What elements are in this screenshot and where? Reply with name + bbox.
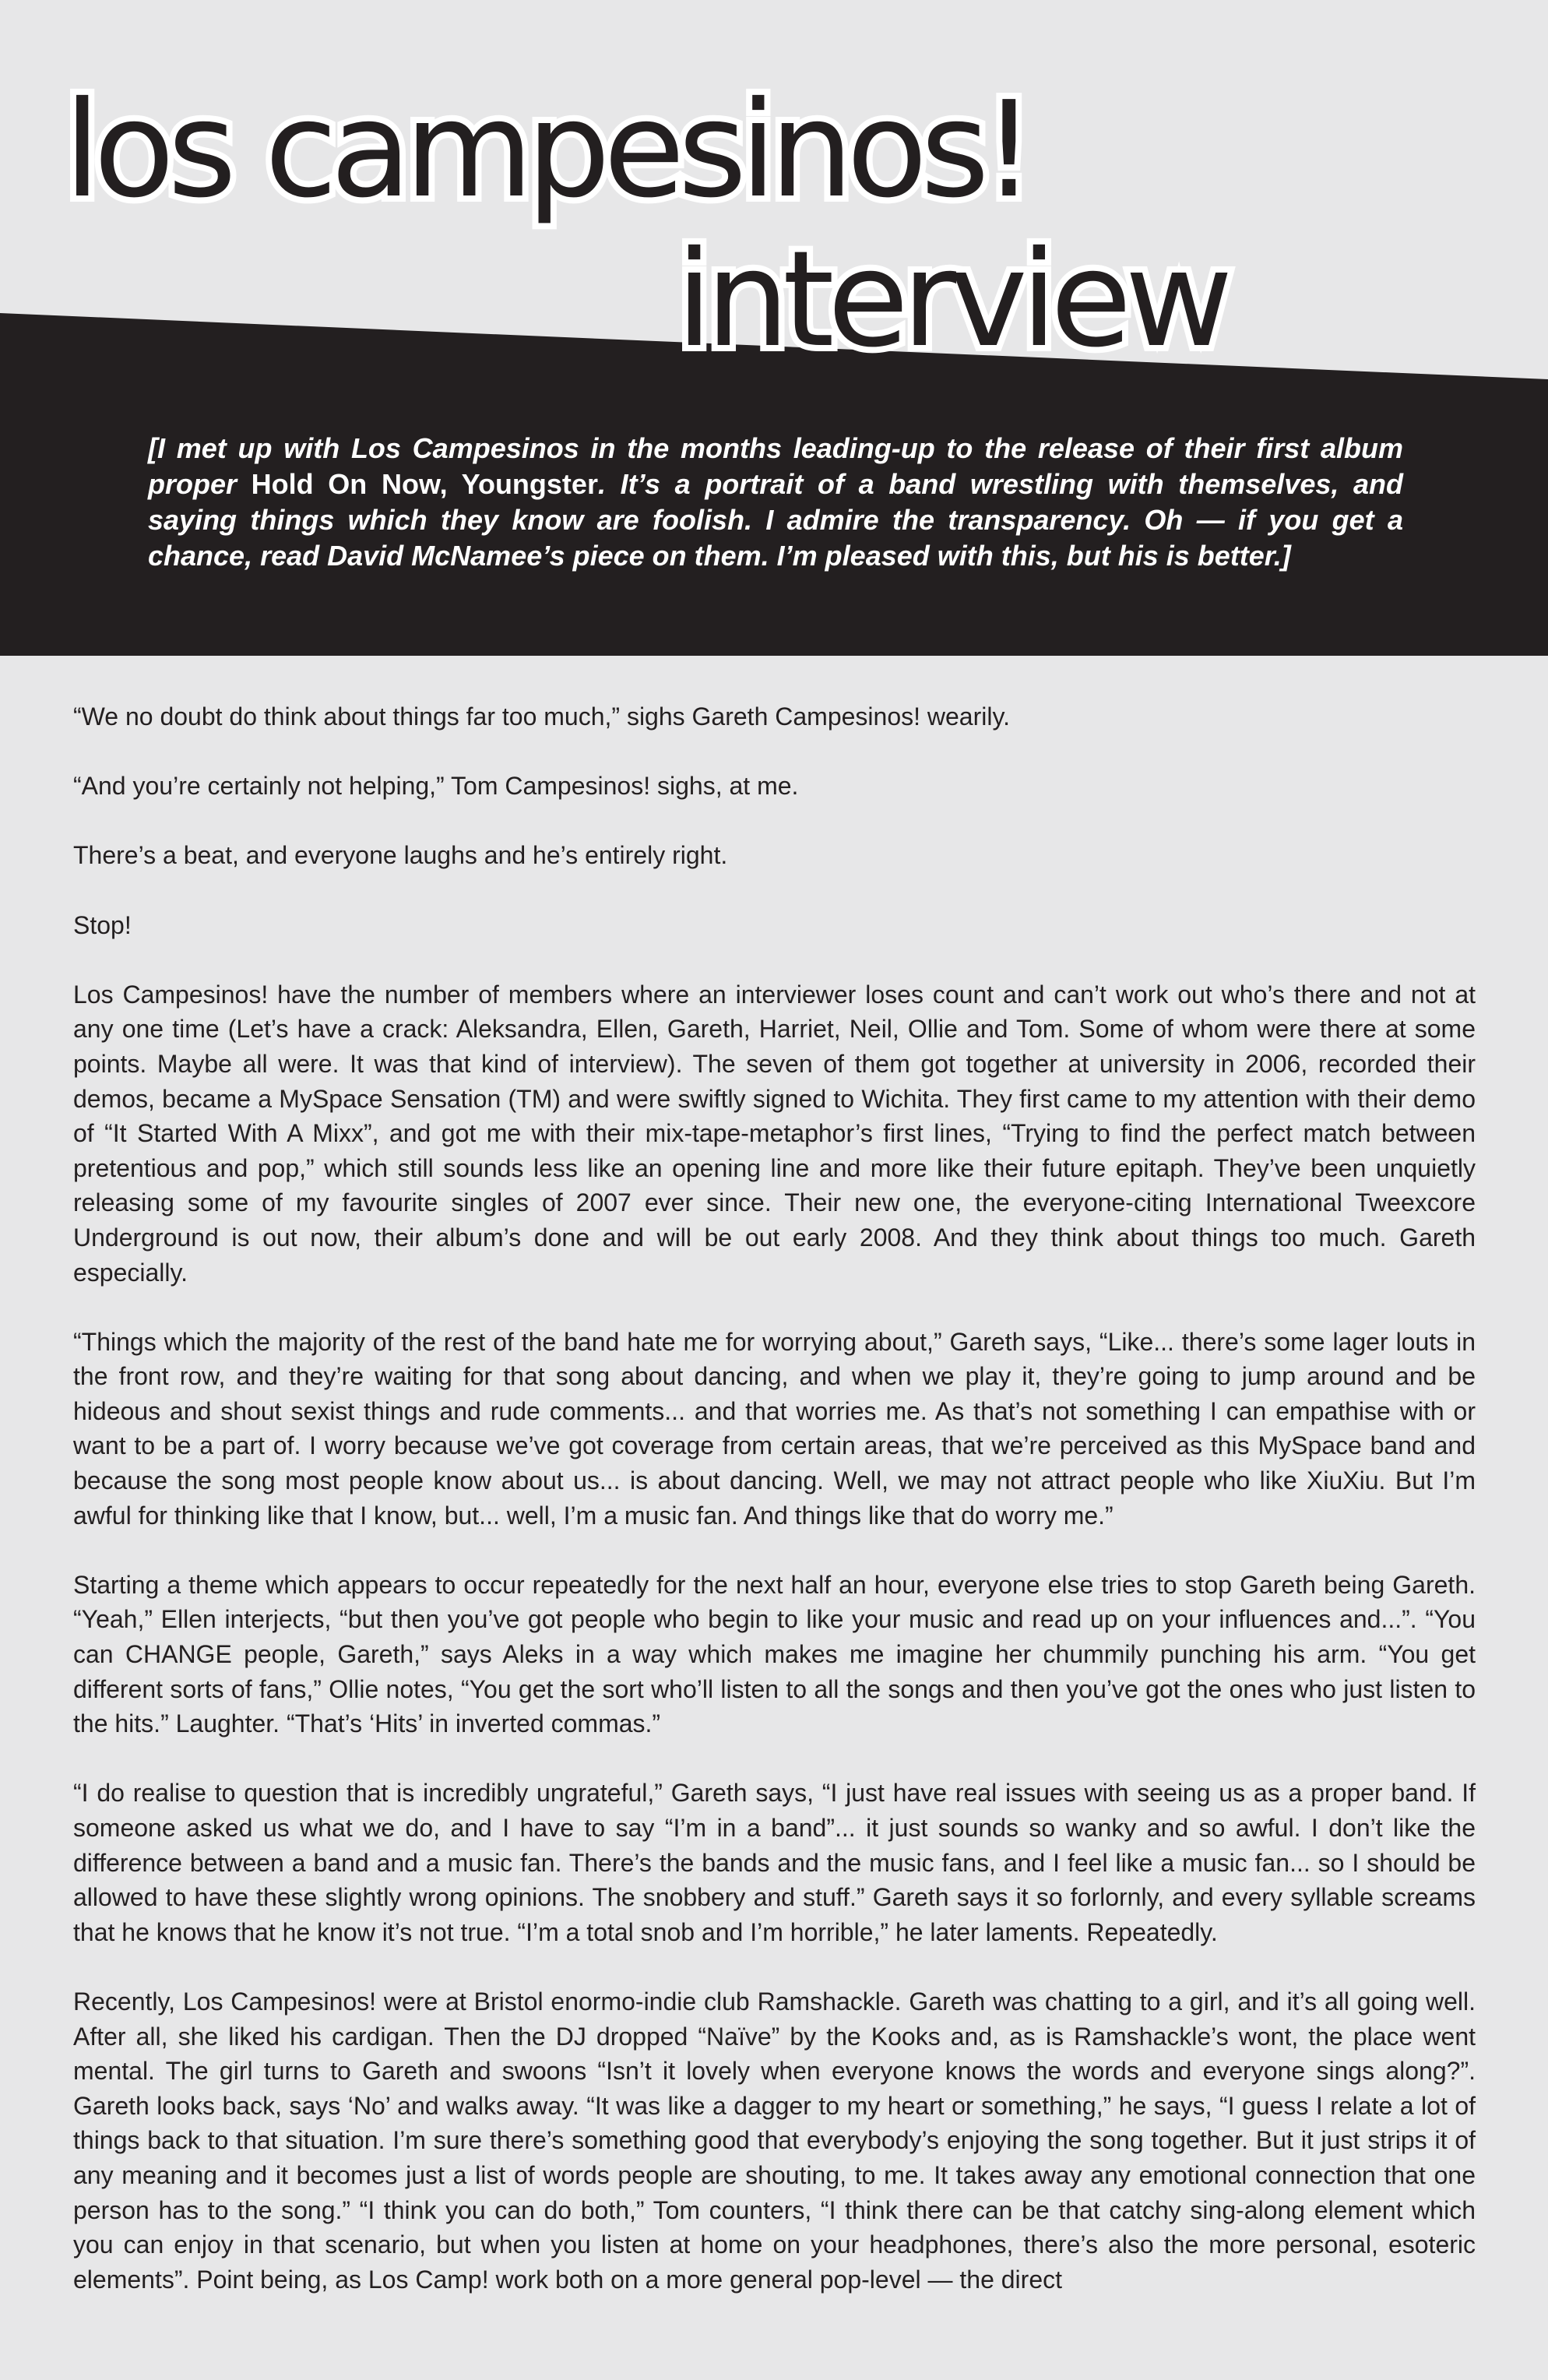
paragraph-9: Recently, Los Campesinos! were at Bristol enormo-indie club Ramshackle. Gareth was chatting to a girl, and it’s all going well. After all, she liked his cardigan. Then the DJ dropped “Naïve” by the Kooks and, as is Ramshackle’s wont, the place went mental. The girl turns to Gareth and swoons “Isn’t it lovely when everyone knows the words and everyone sings along?”. Gareth looks back, says ‘No’ and walks away. “It was like a dagger to my heart or something,” he says, “I guess I relate a lot of things back to that situation. I’m sure there’s something good that everybody’s enjoying the song together. But it just strips it of any meaning and it becomes just a list of words people are shouting, to me. It takes away any emotional connection that one person has to the song.” “I think you can do both,” Tom counters, “I think there can be that catchy sing-along element which you can enjoy in that scenario, but when you listen at home on your headphones, there’s also the more personal, esoteric elements”. Point being, as Los Camp! work both on a more general pop-level — the direct [73,1987,1476,2294]
paragraph-4: Stop! [73,910,132,939]
page-title-line1: los campesinos! [64,73,1029,227]
paragraph-1: “We no doubt do think about things far too much,” sighs Gareth Campesinos! wearily. [73,702,1010,731]
paragraph-2: “And you’re certainly not helping,” Tom Campesinos! sighs, at me. [73,772,799,801]
paragraph-6: “Things which the majority of the rest of the band hate me for worrying about,” Gareth says, “Like... there’s some lager louts in the front row, and they’re waiting for that song about dancing, and when we play it, they’re going to jump around and be hideous and shout sexist things and rude comments... and that worries me. As that’s not something I can empathise with or want to be a part of. I worry because we’ve got coverage from certain areas, that we’re perceived as this MySpace band and because the song most people know about us... is about dancing. Well, we may not attract people who like XiuXiu. But I’m awful for thinking like that I know, but... well, I’m a music fan. And things like that do worry me.” [73,1327,1476,1530]
intro-text-part1: [I met up with Los Campesinos in the months leading-up to the release of their first album proper [148,432,1403,500]
paragraph-7: Starting a theme which appears to occur repeatedly for the next half an hour, everyone else tries to stop Gareth being Gareth. “Yeah,” Ellen interjects, “but then you’ve got people who begin to like your music and read up on your influences and...”. “You can CHANGE people, Gareth,” says Aleks in a way which makes me imagine her chummily punching his arm. “You get different sorts of fans,” Ollie notes, “You get the sort who’ll listen to all the songs and then you’ve got the ones who just listen to the hits.” Laughter. “That’s ‘Hits’ in inverted commas.” [73,1570,1476,1738]
paragraph-3: There’s a beat, and everyone laughs and he’s entirely right. [73,841,728,870]
paragraph-8: “I do realise to question that is incredibly ungrateful,” Gareth says, “I just have real issues with seeing us as a proper band. If someone asked us what we do, and I have to say “I’m in a band”... it just sounds so wanky and so awful. I don’t like the difference between a band and a music fan. There’s the bands and the music fans, and I feel like a music fan... so I should be allowed to have these slightly wrong opinions. The snobbery and stuff.” Gareth says it so forlornly, and every syllable screams that he knows that he know it’s not true. “I’m a total snob and I’m horrible,” he later laments. Repeatedly. [73,1779,1476,1946]
page-title-line2: interview [676,223,1226,377]
paragraph-5: Los Campesinos! have the number of members where an interviewer loses count and can’t work out who’s there and not at any one time (Let’s have a crack: Aleksandra, Ellen, Gareth, Harriet, Neil, Ollie and Tom. Some of whom were there at some points. Maybe all were. It was that kind of interview). The seven of them got together at university in 2006, recorded their demos, became a MySpace Sensation (TM) and were swiftly signed to Wichita. They first came to my attention with their demo of “It Started With A Mixx”, and got me with their mix-tape-metaphor’s first lines, “Trying to find the perfect match between pretentious and pop,” which still sounds less like an opening line and more like their future epitaph. They’ve been unquietly releasing some of my favourite singles of 2007 ever since. Their new one, the everyone-citing International Tweexcore Underground is out now, their album’s done and will be out early 2008. And they think about things too much. Gareth especially. [73,980,1476,1287]
intro-blurb [148,431,1403,574]
article-body [73,699,1476,2332]
album-title: Hold On Now, Youngster [251,468,598,500]
intro-text-part2: . It’s a portrait of a band wrestling with themselves, and saying things which they know are foolish. I admire the transparency. Oh — if you get a chance, read David McNamee’s piece on them. I’m pleased with this, but his is better.] [148,468,1404,572]
